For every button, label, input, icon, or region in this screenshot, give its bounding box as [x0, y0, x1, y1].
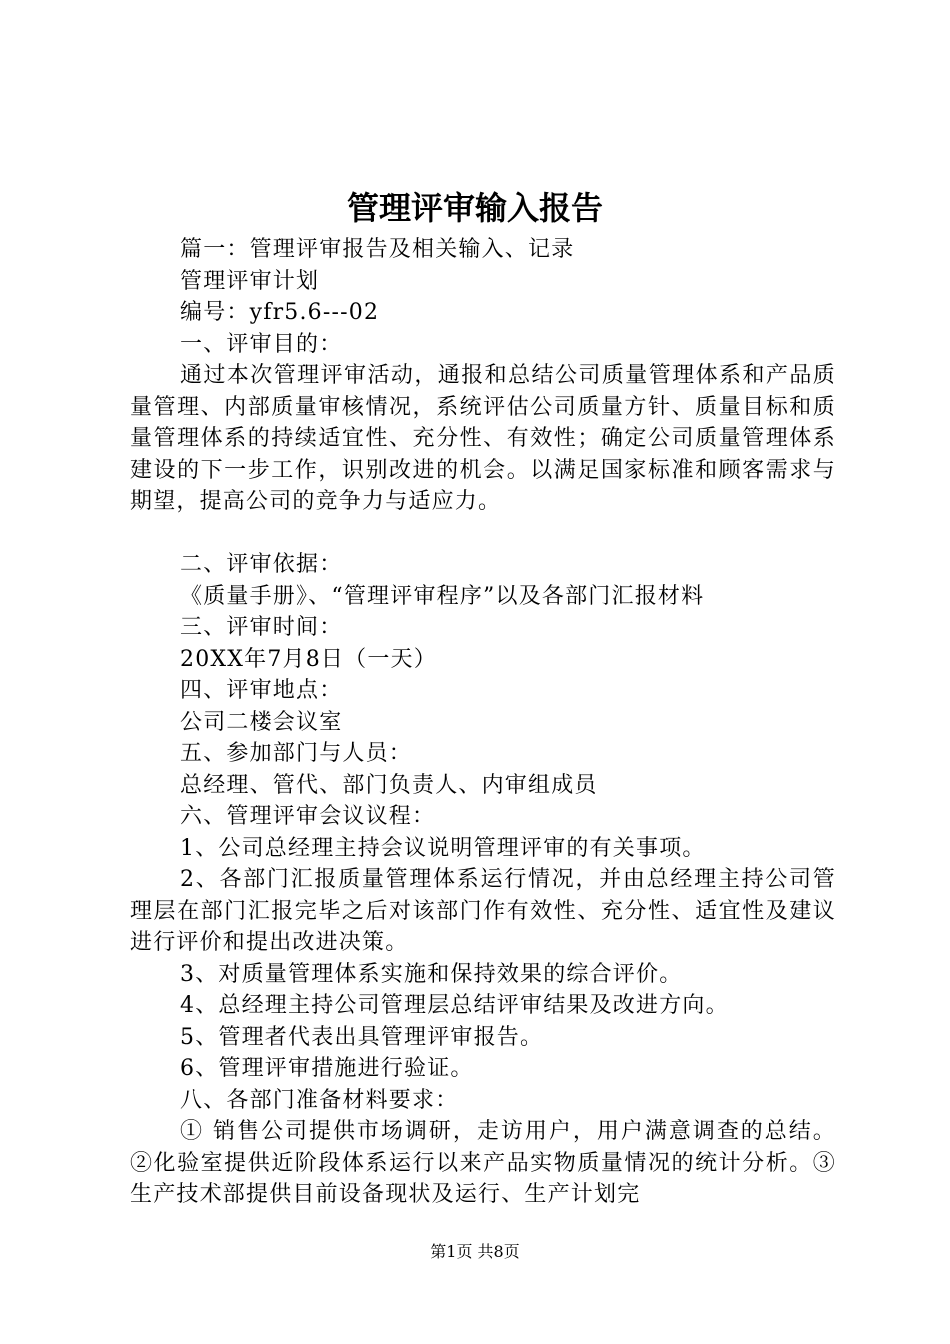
heading-materials: 八、各部门准备材料要求： — [180, 1087, 459, 1113]
agenda-item: 5、管理者代表出具管理评审报告。 — [180, 1024, 544, 1050]
time-text: 20XX年7月8日（一天） — [180, 646, 437, 672]
page-footer: 第1页 共8页 — [430, 1242, 520, 1261]
agenda-item: 2、各部门汇报质量管理体系运行情况，并由总经理主持公司管理层在部门汇报完毕之后对该部门作有效性、充分性、适宜性及建议进行评价和提出改进决策。 — [130, 867, 836, 955]
heading-time: 三、评审时间： — [180, 615, 343, 640]
document-title: 管理评审输入报告 — [346, 189, 603, 227]
heading-purpose: 一、评审目的： — [180, 331, 343, 357]
section-heading: 篇一：管理评审报告及相关输入、记录 — [180, 237, 575, 262]
heading-basis: 二、评审依据： — [180, 552, 343, 577]
document-number: 编号：yfr5.6---02 — [180, 300, 380, 325]
basis-text: 《质量手册》、“管理评审程序”以及各部门汇报材料 — [180, 583, 705, 609]
document-body — [130, 234, 836, 1211]
heading-location: 四、评审地点： — [180, 678, 343, 703]
materials-paragraph: ① 销售公司提供市场调研，走访用户，用户满意调查的总结。②化验室提供近阶段体系运行以来产品实物质量情况的统计分析。③生产技术部提供目前设备现状及运行、生产计划完 — [130, 1119, 836, 1207]
agenda-item: 4、总经理主持公司管理层总结评审结果及改进方向。 — [180, 993, 729, 1018]
blank-line — [130, 518, 836, 550]
agenda-item: 1、公司总经理主持会议说明管理评审的有关事项。 — [180, 835, 706, 861]
agenda-item: 6、管理评审措施进行验证。 — [180, 1056, 474, 1081]
purpose-paragraph: 通过本次管理评审活动，通报和总结公司质量管理体系和产品质量管理、内部质量审核情况，系统评估公司质量方针、质量目标和质量管理体系的持续适宜性、充分性、有效性；确定公司质量管理体系建设的下一步工作，识别改进的机会。以满足国家标准和顾客需求与期望，提高公司的竞争力与适应力。 — [130, 363, 836, 514]
participants-text: 总经理、管代、部门负责人、内审组成员 — [180, 772, 598, 798]
heading-agenda: 六、管理评审会议议程： — [180, 804, 436, 829]
agenda-item: 3、对质量管理体系实施和保持效果的综合评价。 — [180, 961, 683, 987]
heading-participants: 五、参加部门与人员： — [180, 741, 413, 766]
subheading: 管理评审计划 — [180, 268, 320, 294]
location-text: 公司二楼会议室 — [180, 709, 343, 735]
